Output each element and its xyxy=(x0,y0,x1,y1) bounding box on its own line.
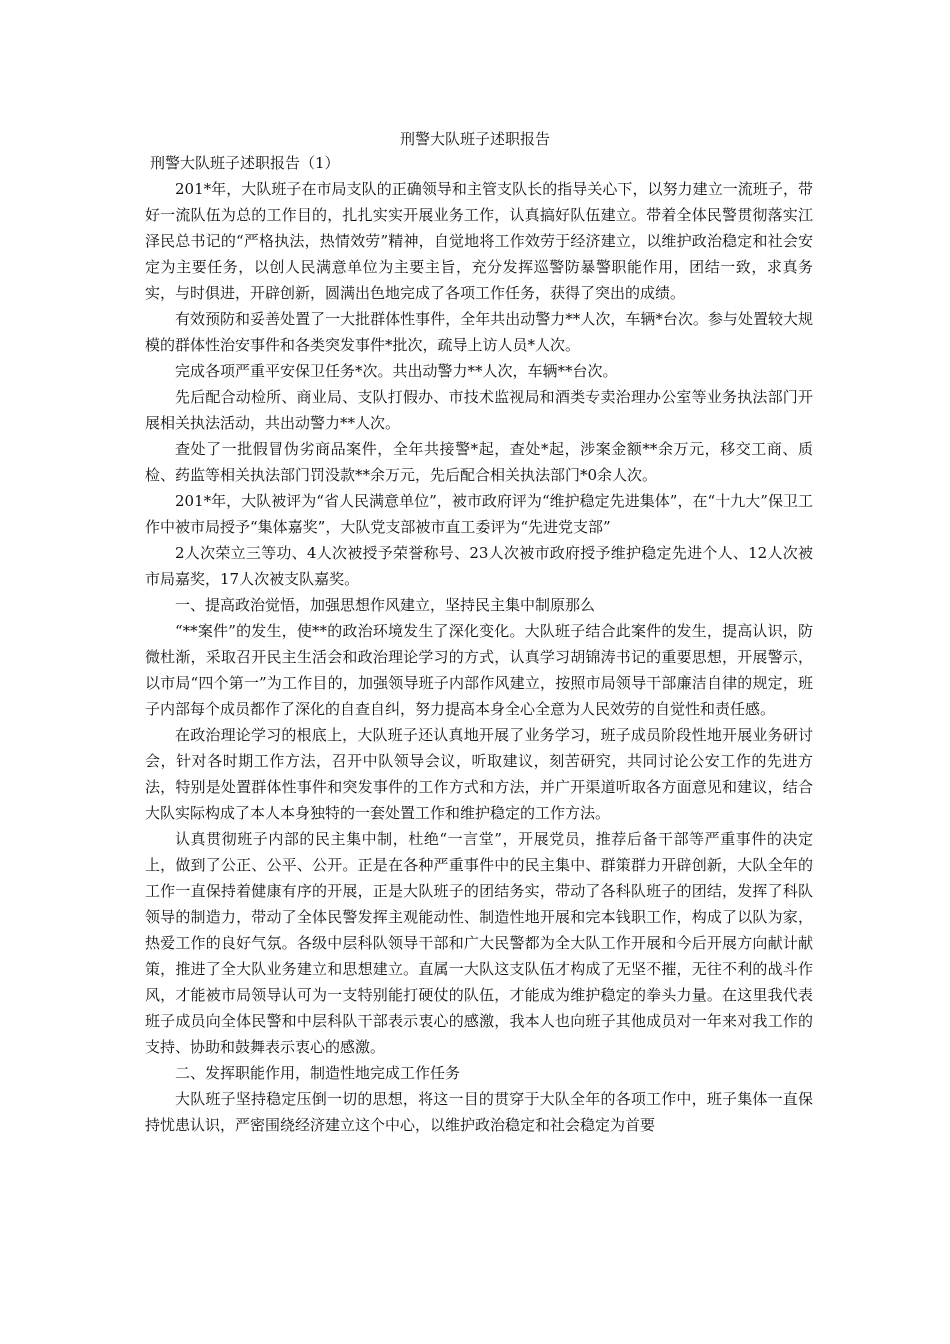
paragraph: 查处了一批假冒伪劣商品案件，全年共接警*起，查处*起，涉案金额**余万元，移交工商、质检、药监等相关执法部门罚没款**余万元，先后配合相关执法部门*0余人次。 xyxy=(145,440,813,484)
paragraph: 完成各项严重平安保卫任务*次。共出动警力**人次，车辆**台次。 xyxy=(175,362,618,380)
paragraph: 大队班子坚持稳定压倒一切的思想，将这一目的贯穿于大队全年的各项工作中，班子集体一直保持忧患认识，严密围绕经济建立这个中心，以维护政治稳定和社会稳定为首要 xyxy=(145,1090,813,1134)
paragraph: 201*年，大队班子在市局支队的正确领导和主管支队长的指导关心下，以努力建立一流班子，带好一流队伍为总的工作目的，扎扎实实开展业务工作，认真搞好队伍建立。带着全体民警贯彻落实江泽民总书记的“严格执法，热情效劳”精神，自觉地将工作效劳于经济建立，以维护政治稳定和社会安定为主要任务，以创人民满意单位为主要主旨，充分发挥巡警防暴警职能作用，团结一致，求真务实，与时俱进，开辟创新，圆满出色地完成了各项工作任务，获得了突出的成绩。 xyxy=(145,180,813,302)
paragraph: 2人次荣立三等功、4人次被授予荣誉称号、23人次被市政府授予维护稳定先进个人、12人次被市局嘉奖，17人次被支队嘉奖。 xyxy=(145,544,813,588)
paragraph: “**案件”的发生，使**的政治环境发生了深化变化。大队班子结合此案件的发生，提高认识，防微杜渐，采取召开民主生活会和政治理论学习的方式，认真学习胡锦涛书记的重要思想，开展警示，以市局“四个第一”为工作目的，加强领导班子内部作风建立，按照市局领导干部廉洁自律的规定，班子内部每个成员都作了深化的自查自纠，努力提高本身全心全意为人民效劳的自觉性和责任感。 xyxy=(145,622,813,718)
paragraph: 有效预防和妥善处置了一大批群体性事件，全年共出动警力**人次，车辆*台次。参与处置较大规模的群体性治安事件和各类突发事件*批次，疏导上访人员*人次。 xyxy=(145,310,813,354)
document-body xyxy=(145,176,813,1138)
document-title: 刑警大队班子述职报告 xyxy=(399,130,550,148)
paragraph: 在政治理论学习的根底上，大队班子还认真地开展了业务学习，班子成员阶段性地开展业务研讨会，针对各时期工作方法，召开中队领导会议，听取建议，刻苦研究，共同讨论公安工作的先进方法，特别是处置群体性事件和突发事件的工作方式和方法，并广开渠道听取各方面意见和建议，结合大队实际构成了本人本身独特的一套处置工作和维护稳定的工作方法。 xyxy=(145,726,813,822)
section-heading: 二、发挥职能作用，制造性地完成工作任务 xyxy=(175,1064,461,1082)
paragraph: 认真贯彻班子内部的民主集中制，杜绝“一言堂”，开展党员，推荐后备干部等严重事件的决定上，做到了公正、公平、公开。正是在各种严重事件中的民主集中、群策群力开辟创新，大队全年的工作一直保持着健康有序的开展，正是大队班子的团结务实，带动了各科队班子的团结，发挥了科队领导的制造力，带动了全体民警发挥主观能动性、制造性地开展和完本钱职工作，构成了以队为家，热爱工作的良好气氛。各级中层科队领导干部和广大民警都为全大队工作开展和今后开展方向献计献策，推进了全大队业务建立和思想建立。直属一大队这支队伍才构成了无坚不摧，无往不利的战斗作风，才能被市局领导认可为一支特别能打硬仗的队伍，才能成为维护稳定的拳头力量。在这里我代表班子成员向全体民警和中层科队干部表示衷心的感激，我本人也向班子其他成员对一年来对我工作的支持、协助和鼓舞表示衷心的感激。 xyxy=(145,830,813,1056)
paragraph: 201*年，大队被评为“省人民满意单位”，被市政府评为“维护稳定先进集体”，在“十九大”保卫工作中被市局授予“集体嘉奖”，大队党支部被市直工委评为“先进党支部” xyxy=(145,492,813,536)
paragraph: 先后配合动检所、商业局、支队打假办、市技术监视局和酒类专卖治理办公室等业务执法部门开展相关执法活动，共出动警力**人次。 xyxy=(145,388,813,432)
document-subtitle: 刑警大队班子述职报告（1） xyxy=(150,154,340,172)
section-heading: 一、提高政治觉悟，加强思想作风建立，坚持民主集中制原那么 xyxy=(175,596,596,614)
